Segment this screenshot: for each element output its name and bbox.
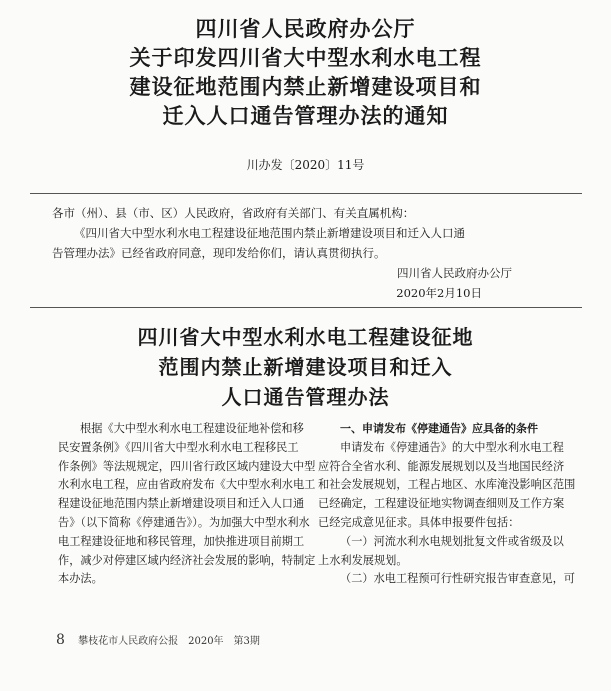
left-line: 水利水电工程，应由省政府发布《大中型水利水电工: [58, 478, 316, 492]
title-line-1: 四川省人民政府办公厅: [195, 16, 416, 41]
notice-date: 2020年2月10日: [396, 286, 482, 300]
right-line: 已经确定，工程建设征地实物调查细则及工作方案: [318, 497, 565, 511]
notice-block: [52, 203, 564, 303]
left-line: 电工程建设征地和移民管理，加快推进项目前期工: [58, 534, 305, 548]
right-line: 申请发布《停建通告》的大中型水利水电工程: [340, 440, 564, 454]
right-line: 上水利发展规划。: [318, 553, 408, 567]
right-line: 应符合全省水利、能源发展规划以及当地国民经济: [318, 459, 565, 473]
right-line: （一）河流水利水电规划批复文件或省级及以: [340, 534, 564, 548]
right-column: [318, 420, 576, 589]
document-number: 川办发〔2020〕11号: [246, 158, 365, 172]
notice-addressee: 各市（州）、县（市、区）人民政府，省政府有关部门、有关直属机构：: [52, 206, 415, 220]
left-line: 根据《大中型水利水电工程建设征地补偿和移: [80, 422, 304, 435]
left-line: 程建设征地范围内禁止新增建设项目和迁入人口通: [58, 497, 305, 511]
left-line: 民安置条例》《四川省大中型水利水电工程移民工: [58, 440, 299, 454]
title-line-2: 关于印发四川省大中型水利水电工程: [129, 45, 482, 70]
left-line: 告》（以下简称《停建通告》）。为加强大中型水利水: [58, 515, 310, 529]
divider-top: [30, 193, 582, 194]
subtitle-line-2: 范围内禁止新增建设项目和迁入: [158, 355, 453, 379]
title-line-3: 建设征地范围内禁止新增建设项目和: [129, 74, 482, 99]
left-line: 作条例》等法规规定，四川省行政区域内建设大中型: [58, 459, 316, 473]
subtitle-line-3: 人口通告管理办法: [221, 385, 390, 409]
page-footer: [56, 632, 260, 648]
subtitle-line-1: 四川省大中型水利水电工程建设征地: [137, 325, 474, 349]
notice-body-line-2: 告管理办法》已经省政府同意，现印发给你们，请认真贯彻执行。: [52, 246, 386, 260]
page-number: 8: [56, 632, 65, 648]
right-line: 已经完成意见征求。具体申报要件包括：: [318, 515, 520, 529]
notice-body-line-1: 《四川省大中型水利水电工程建设征地范围内禁止新增建设项目和迁入人口通: [74, 226, 465, 240]
divider-bottom: [30, 307, 582, 308]
regulation-title: [60, 322, 551, 412]
notice-issuer: 四川省人民政府办公厅: [397, 266, 512, 280]
left-column: [58, 420, 316, 589]
left-line: 本办法。: [58, 572, 103, 586]
publication-name: 攀枝花市人民政府公报 2020年 第3期: [78, 636, 260, 647]
right-line: （二）水电工程预可行性研究报告审查意见，可: [340, 572, 575, 586]
right-line: 和社会发展规划，工程占地区、水库淹没影响区范围: [318, 478, 576, 492]
document-title: [60, 14, 551, 130]
title-line-4: 迁入人口通告管理办法的通知: [162, 103, 449, 128]
left-line: 作，减少对停建区域内经济社会发展的影响，特制定: [58, 553, 316, 567]
section-heading: 一、申请发布《停建通告》应具备的条件: [340, 422, 538, 435]
